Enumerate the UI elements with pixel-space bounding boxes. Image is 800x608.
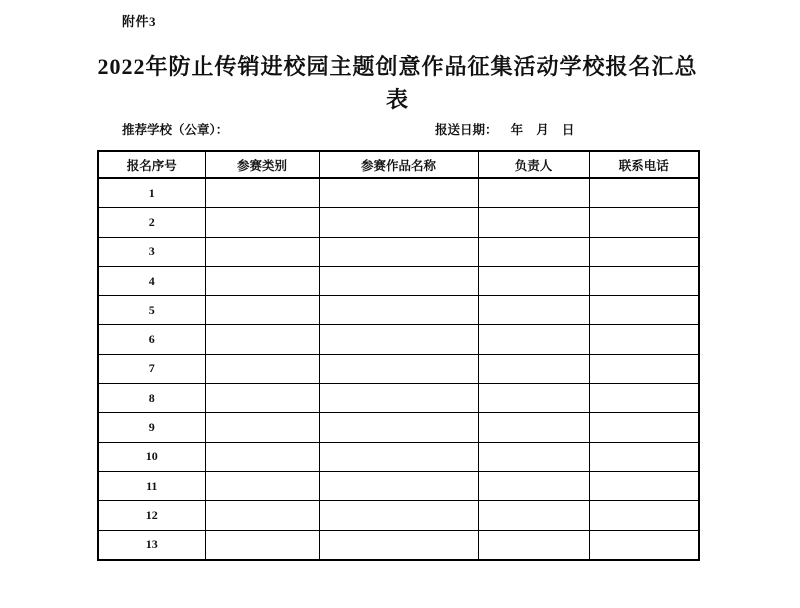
empty-cell [205,296,319,325]
page-title [97,50,698,116]
column-header-phone: 联系电话 [589,151,699,178]
table-row [98,442,699,471]
empty-cell [478,237,589,266]
empty-cell [478,354,589,383]
empty-cell [589,501,699,530]
empty-cell [478,325,589,354]
empty-cell [478,208,589,237]
table-row [98,266,699,295]
empty-cell [205,384,319,413]
table-row [98,178,699,208]
empty-cell [478,413,589,442]
row-number-cell: 8 [98,384,205,413]
row-number-cell: 1 [98,178,205,208]
empty-cell [478,178,589,208]
table-row [98,325,699,354]
empty-cell [478,530,589,560]
row-number-cell: 11 [98,471,205,500]
date-month-label: 月 [536,123,549,137]
column-header-work-title: 参赛作品名称 [319,151,478,178]
empty-cell [589,413,699,442]
table-row [98,237,699,266]
row-number-cell: 12 [98,501,205,530]
empty-cell [589,530,699,560]
empty-cell [205,208,319,237]
empty-cell [319,266,478,295]
empty-cell [478,296,589,325]
date-label: 报送日期： [435,123,498,137]
table-row [98,384,699,413]
date-group [435,120,574,138]
row-number-cell: 5 [98,296,205,325]
column-header-serial: 报名序号 [98,151,205,178]
empty-cell [589,354,699,383]
empty-cell [205,354,319,383]
empty-cell [478,442,589,471]
empty-cell [319,413,478,442]
empty-cell [205,413,319,442]
empty-cell [589,296,699,325]
empty-cell [205,501,319,530]
row-number-cell: 7 [98,354,205,383]
empty-cell [319,501,478,530]
empty-cell [319,384,478,413]
column-header-person: 负责人 [478,151,589,178]
empty-cell [319,178,478,208]
empty-cell [205,471,319,500]
empty-cell [589,237,699,266]
empty-cell [478,471,589,500]
date-day-label: 日 [561,123,575,137]
table-row [98,501,699,530]
empty-cell [478,266,589,295]
row-number-cell: 9 [98,413,205,442]
table-row [98,296,699,325]
empty-cell [589,266,699,295]
info-row [97,120,698,140]
empty-cell [319,471,478,500]
empty-cell [589,325,699,354]
table-row [98,530,699,560]
attachment-label: 附件3 [122,14,157,29]
empty-cell [319,208,478,237]
empty-cell [319,442,478,471]
empty-cell [205,442,319,471]
empty-cell [589,442,699,471]
empty-cell [478,384,589,413]
row-number-cell: 10 [98,442,205,471]
table-row [98,208,699,237]
row-number-cell: 2 [98,208,205,237]
table-row [98,413,699,442]
empty-cell [205,325,319,354]
column-header-category: 参赛类别 [205,151,319,178]
empty-cell [205,266,319,295]
row-number-cell: 13 [98,530,205,560]
empty-cell [589,178,699,208]
empty-cell [589,384,699,413]
empty-cell [319,237,478,266]
empty-cell [205,178,319,208]
empty-cell [205,237,319,266]
page-title-line-2: 表 [385,87,409,112]
empty-cell [205,530,319,560]
registration-table-container [97,150,698,561]
row-number-cell: 3 [98,237,205,266]
empty-cell [319,325,478,354]
table-row [98,471,699,500]
registration-table [97,150,700,561]
empty-cell [319,354,478,383]
empty-cell [319,296,478,325]
table-row [98,354,699,383]
row-number-cell: 6 [98,325,205,354]
empty-cell [319,530,478,560]
school-label: 推荐学校（公章）： [122,123,229,137]
empty-cell [589,471,699,500]
date-year-label: 年 [510,123,524,137]
row-number-cell: 4 [98,266,205,295]
header-row [98,151,699,178]
page-title-line-1: 2022年防止传销进校园主题创意作品征集活动学校报名汇总 [97,54,698,79]
empty-cell [589,208,699,237]
empty-cell [478,501,589,530]
